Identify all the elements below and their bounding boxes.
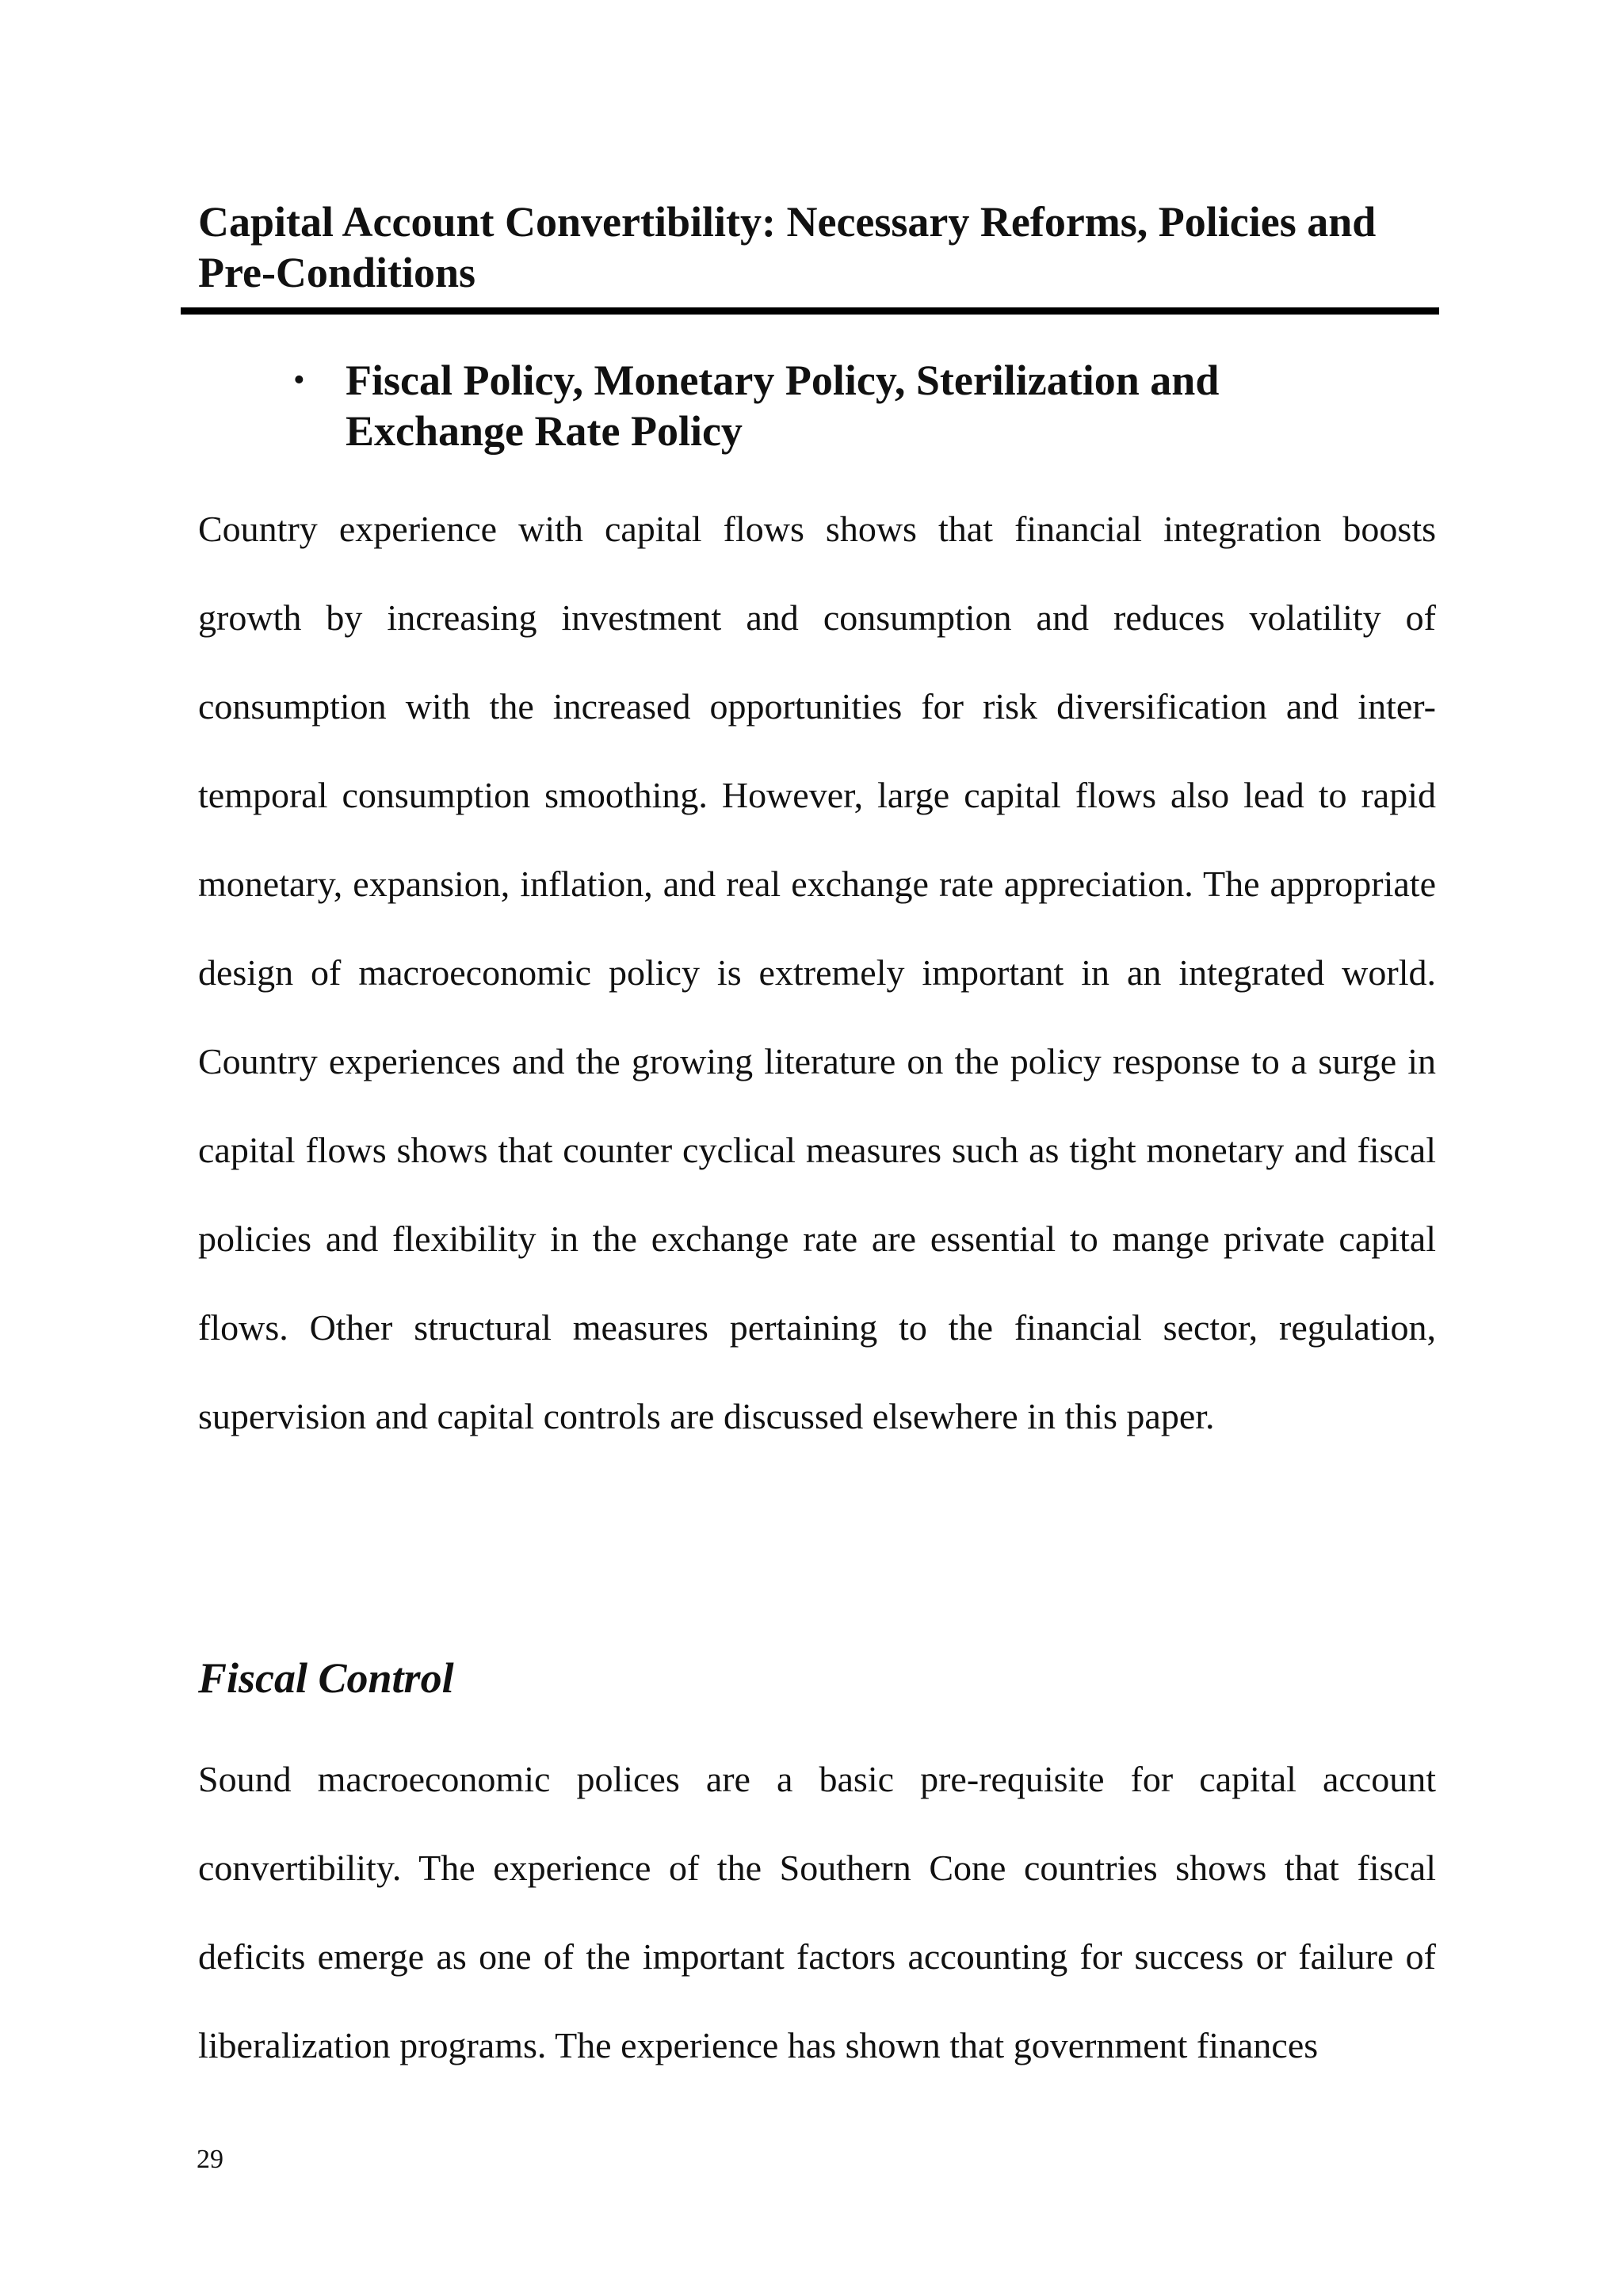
- bullet-icon: •: [293, 362, 305, 399]
- section-heading: Fiscal Control: [198, 1654, 454, 1702]
- page-title: Capital Account Convertibility: Necessary Reforms, Policies and Pre-Conditions: [198, 198, 1377, 296]
- title-rule: [181, 307, 1439, 315]
- bullet-heading-text: Fiscal Policy, Monetary Policy, Sterilization and Exchange Rate Policy: [346, 357, 1220, 455]
- bullet-heading: [293, 355, 1323, 456]
- body-paragraph-1: Country experience with capital flows shows that financial integration boosts growth by increasing investment and consumption and reduces volatility of consumption with the increased opportunities for risk diversification and inter-temporal consumption smoothing. However, large capital flows also lead to rapid monetary, expansion, inflation, and real exchange rate appreciation. The appropriate design of macroeconomic policy is extremely important in an integrated world. Country experiences and the growing literature on the policy response to a surge in capital flows shows that counter cyclical measures such as tight monetary and fiscal policies and flexibility in the exchange rate are essential to mange private capital flows. Other structural measures pertaining to the financial sector, regulation, supervision and capital controls are discussed elsewhere in this paper.: [198, 509, 1436, 1436]
- page-number: 29: [197, 2145, 223, 2174]
- body-paragraph-2: Sound macroeconomic polices are a basic pre-requisite for capital account convertibility. The experience of the Southern Cone countries shows that fiscal deficits emerge as one of the important factors accounting for success or failure of liberalization programs. The experience has shown that government finances: [198, 1759, 1436, 2065]
